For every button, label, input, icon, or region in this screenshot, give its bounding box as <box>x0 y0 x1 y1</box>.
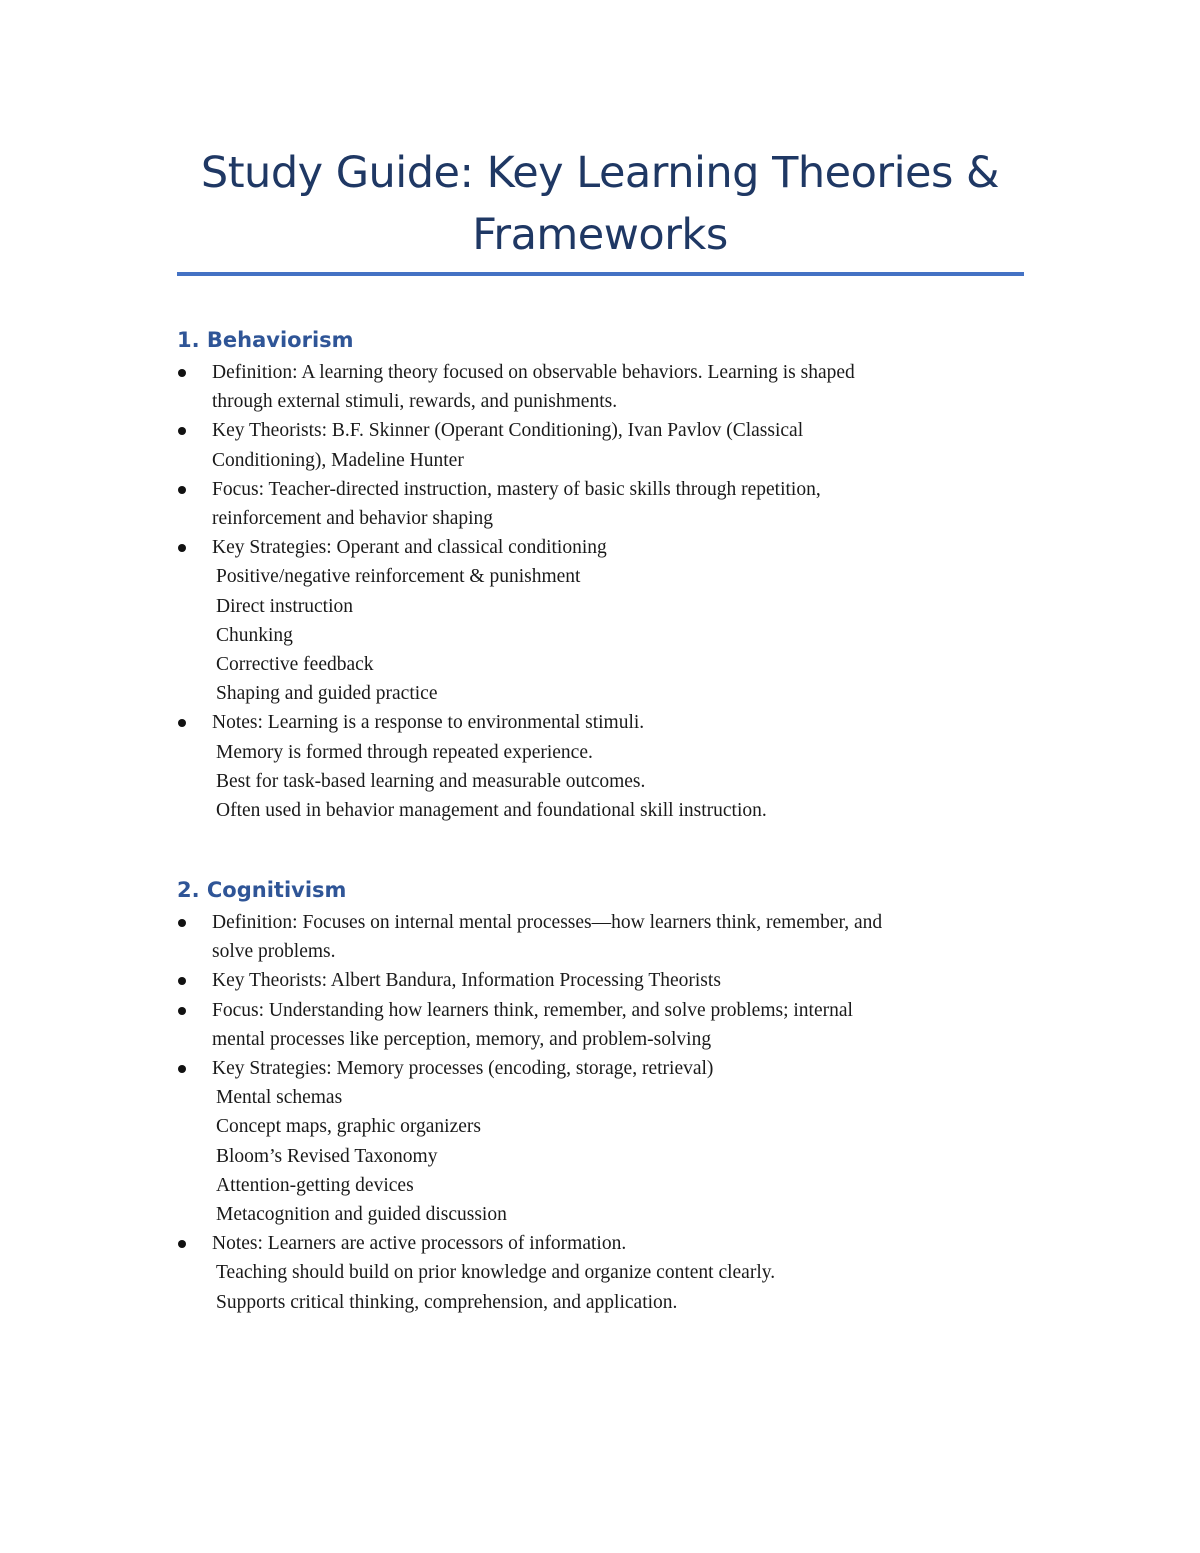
section-behaviorism <box>177 324 1037 825</box>
section-cognitivism <box>177 874 1037 1317</box>
bullet-text: Key Strategies: Memory processes (encoding, storage, retrieval) <box>212 1058 714 1080</box>
document-title <box>177 142 1023 266</box>
bullet-icon <box>178 977 186 985</box>
title-underline <box>177 272 1024 276</box>
bullet-list <box>177 908 1037 1317</box>
bullet-icon <box>178 719 186 727</box>
bullet-text: through external stimuli, rewards, and punishments. <box>212 391 618 413</box>
bullet-icon <box>178 544 186 552</box>
section-heading: 1. Behaviorism <box>177 328 354 352</box>
strategy-line: Mental schemas <box>216 1087 343 1109</box>
strategy-line: Shaping and guided practice <box>216 683 438 705</box>
bullet-icon <box>178 486 186 494</box>
strategy-line: Concept maps, graphic organizers <box>216 1116 481 1138</box>
strategy-line: Direct instruction <box>216 595 354 617</box>
strategy-line: Corrective feedback <box>216 654 374 676</box>
bullet-text: Conditioning), Madeline Hunter <box>212 449 464 471</box>
strategy-line: Metacognition and guided discussion <box>216 1204 507 1226</box>
bullet-item-key-theorists <box>177 966 1037 995</box>
bullet-icon <box>178 369 186 377</box>
bullet-text: reinforcement and behavior shaping <box>212 508 494 530</box>
bullet-text: Key Theorists: B.F. Skinner (Operant Conditioning), Ivan Pavlov (Classical <box>212 420 804 442</box>
strategy-line: Positive/negative reinforcement & punishment <box>216 566 581 588</box>
bullet-text: mental processes like perception, memory, and problem-solving <box>212 1028 712 1050</box>
bullet-icon <box>178 1007 186 1015</box>
bullet-item-key-strategies <box>177 1054 1037 1229</box>
note-line: Best for task-based learning and measurable outcomes. <box>216 770 646 792</box>
title-line: Frameworks <box>472 210 728 260</box>
bullet-text: Key Theorists: Albert Bandura, Information Processing Theorists <box>212 970 721 992</box>
bullet-text: Notes: Learners are active processors of information. <box>212 1233 627 1255</box>
bullet-item-key-strategies <box>177 533 1037 708</box>
bullet-item-notes <box>177 708 1037 825</box>
title-line: Study Guide: Key Learning Theories & <box>200 148 1000 198</box>
strategy-line: Attention-getting devices <box>216 1174 414 1196</box>
note-line: Teaching should build on prior knowledge and organize content clearly. <box>216 1262 776 1284</box>
bullet-text: Definition: A learning theory focused on observable behaviors. Learning is shaped <box>212 362 855 383</box>
bullet-text: Notes: Learning is a response to environmental stimuli. <box>212 712 645 734</box>
strategy-line: Bloom’s Revised Taxonomy <box>216 1145 438 1167</box>
strategy-line: Chunking <box>216 624 293 646</box>
bullet-text: Key Strategies: Operant and classical conditioning <box>212 537 607 559</box>
note-line: Often used in behavior management and foundational skill instruction. <box>216 800 767 822</box>
bullet-text: Focus: Understanding how learners think, remember, and solve problems; internal <box>212 999 853 1021</box>
bullet-item-focus <box>177 996 1037 1054</box>
note-line: Supports critical thinking, comprehension, and application. <box>216 1291 678 1313</box>
bullet-icon <box>178 427 186 435</box>
bullet-item-focus <box>177 475 1037 533</box>
bullet-item-notes <box>177 1229 1037 1317</box>
bullet-item-key-theorists <box>177 416 1037 474</box>
bullet-icon <box>178 1240 186 1248</box>
bullet-icon <box>178 1065 186 1073</box>
bullet-list <box>177 358 1037 825</box>
bullet-icon <box>178 919 186 927</box>
section-heading: 2. Cognitivism <box>177 878 347 902</box>
bullet-text: Definition: Focuses on internal mental processes—how learners think, remember, and <box>212 912 883 933</box>
bullet-text: Focus: Teacher-directed instruction, mastery of basic skills through repetition, <box>212 478 821 500</box>
bullet-text: solve problems. <box>212 941 336 963</box>
bullet-item-definition <box>177 908 1037 966</box>
bullet-item-definition <box>177 358 1037 416</box>
note-line: Memory is formed through repeated experience. <box>216 741 593 763</box>
